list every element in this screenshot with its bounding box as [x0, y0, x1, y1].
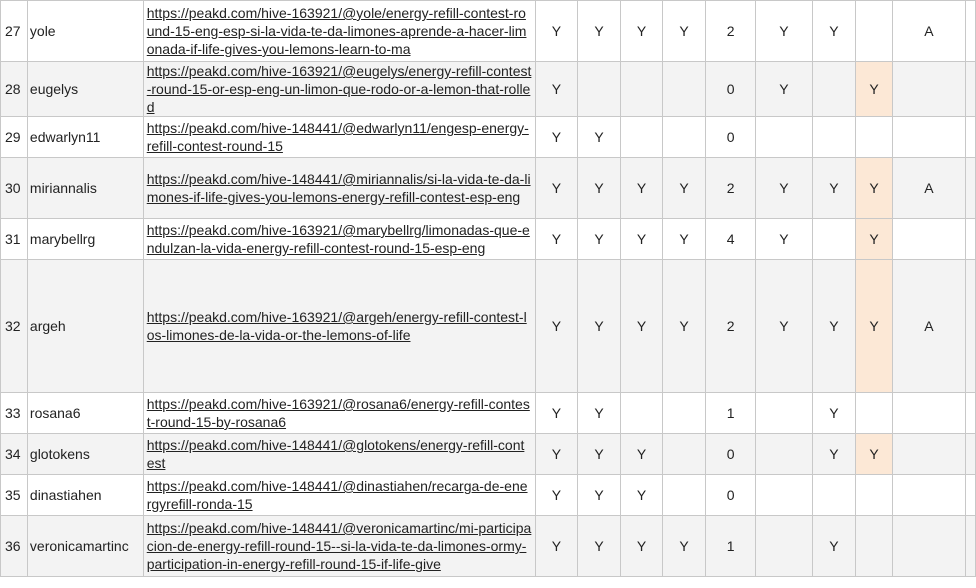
extra-cell[interactable]: [965, 158, 975, 219]
criteria-cell-7[interactable]: Y: [812, 1, 856, 62]
table-row: [1, 62, 976, 117]
criteria-cell-6[interactable]: [756, 434, 812, 475]
criteria-cell-1[interactable]: Y: [535, 158, 578, 219]
criteria-cell-8[interactable]: [856, 1, 893, 62]
criteria-cell-1[interactable]: Y: [535, 393, 578, 434]
extra-cell[interactable]: [965, 219, 975, 260]
username-cell[interactable]: edwarlyn11: [27, 117, 143, 158]
username-cell[interactable]: miriannalis: [27, 158, 143, 219]
criteria-cell-1[interactable]: Y: [535, 434, 578, 475]
link-cell[interactable]: [143, 434, 535, 475]
criteria-cell-9[interactable]: [892, 393, 965, 434]
row-number-cell: 32: [1, 260, 28, 393]
criteria-cell-1[interactable]: Y: [535, 1, 578, 62]
criteria-cell-4[interactable]: Y: [663, 158, 706, 219]
link-cell[interactable]: [143, 516, 535, 577]
post-link[interactable]: https://peakd.com/hive-163921/@argeh/energy-refill-contest-los-limones-de-la-vida-or-the-lemons-of-life: [146, 309, 527, 343]
criteria-cell-7[interactable]: Y: [812, 516, 856, 577]
extra-cell[interactable]: [965, 434, 975, 475]
criteria-cell-4[interactable]: [663, 434, 706, 475]
criteria-cell-1[interactable]: Y: [535, 260, 578, 393]
username-cell[interactable]: eugelys: [27, 62, 143, 117]
criteria-cell-9[interactable]: A: [892, 260, 965, 393]
table-row: [1, 158, 976, 219]
extra-cell[interactable]: [965, 1, 975, 62]
criteria-cell-1[interactable]: Y: [535, 62, 578, 117]
criteria-cell-3[interactable]: [620, 393, 663, 434]
criteria-cell-5[interactable]: 0: [705, 62, 755, 117]
criteria-cell-5[interactable]: 0: [705, 475, 755, 516]
criteria-cell-8[interactable]: Y: [856, 219, 893, 260]
link-cell[interactable]: [143, 158, 535, 219]
criteria-cell-4[interactable]: Y: [663, 260, 706, 393]
link-cell[interactable]: [143, 1, 535, 62]
table-row: [1, 393, 976, 434]
criteria-cell-2[interactable]: Y: [578, 158, 621, 219]
criteria-cell-3[interactable]: Y: [620, 158, 663, 219]
link-cell[interactable]: [143, 62, 535, 117]
criteria-cell-7[interactable]: Y: [812, 393, 856, 434]
criteria-cell-5[interactable]: 2: [705, 1, 755, 62]
criteria-cell-6[interactable]: [756, 475, 812, 516]
row-number-cell: 29: [1, 117, 28, 158]
post-link[interactable]: https://peakd.com/hive-148441/@glotokens/energy-refill-contest: [146, 437, 525, 471]
link-cell[interactable]: [143, 260, 535, 393]
table-row: [1, 1, 976, 62]
post-link[interactable]: https://peakd.com/hive-148441/@edwarlyn11/engesp-energy-refill-contest-round-15: [146, 120, 529, 154]
criteria-cell-9[interactable]: [892, 434, 965, 475]
criteria-cell-9[interactable]: [892, 117, 965, 158]
criteria-cell-2[interactable]: Y: [578, 117, 621, 158]
criteria-cell-6[interactable]: Y: [756, 158, 812, 219]
criteria-cell-1[interactable]: Y: [535, 516, 578, 577]
criteria-cell-8[interactable]: [856, 475, 893, 516]
username-cell[interactable]: marybellrg: [27, 219, 143, 260]
link-cell[interactable]: [143, 117, 535, 158]
extra-cell[interactable]: [965, 516, 975, 577]
table-row: [1, 516, 976, 577]
criteria-cell-5[interactable]: 2: [705, 158, 755, 219]
post-link[interactable]: https://peakd.com/hive-148441/@miriannalis/si-la-vida-te-da-limones-if-life-gives-you-lemons-energy-refill-contest-esp-eng: [146, 171, 531, 205]
criteria-cell-2[interactable]: Y: [578, 516, 621, 577]
criteria-cell-9[interactable]: [892, 62, 965, 117]
username-cell[interactable]: dinastiahen: [27, 475, 143, 516]
table-row: [1, 475, 976, 516]
table-row: [1, 434, 976, 475]
criteria-cell-6[interactable]: Y: [756, 219, 812, 260]
link-cell[interactable]: [143, 475, 535, 516]
post-link[interactable]: https://peakd.com/hive-148441/@veronicamartinc/mi-participacion-de-energy-refill-round-15--si-la-vida-te-da-limones-ormy-participation-in-energy-refill-round-15-if-life-give: [146, 520, 532, 572]
criteria-cell-6[interactable]: Y: [756, 260, 812, 393]
criteria-cell-3[interactable]: [620, 62, 663, 117]
criteria-cell-1[interactable]: Y: [535, 219, 578, 260]
criteria-cell-6[interactable]: [756, 393, 812, 434]
criteria-cell-5[interactable]: 0: [705, 434, 755, 475]
criteria-cell-5[interactable]: 4: [705, 219, 755, 260]
post-link[interactable]: https://peakd.com/hive-163921/@yole/energy-refill-contest-round-15-eng-esp-si-la-vida-te-da-limones-aprende-a-hacer-limonada-if-life-gives-you-lemons-learn-to-ma: [146, 5, 527, 57]
criteria-cell-6[interactable]: [756, 117, 812, 158]
criteria-cell-9[interactable]: [892, 475, 965, 516]
criteria-cell-4[interactable]: [663, 475, 706, 516]
extra-cell[interactable]: [965, 475, 975, 516]
table-row: [1, 117, 976, 158]
criteria-cell-3[interactable]: Y: [620, 475, 663, 516]
row-number-cell: 33: [1, 393, 28, 434]
criteria-cell-8[interactable]: [856, 516, 893, 577]
criteria-cell-7[interactable]: [812, 62, 856, 117]
table-row: [1, 219, 976, 260]
criteria-cell-6[interactable]: [756, 516, 812, 577]
username-cell[interactable]: rosana6: [27, 393, 143, 434]
criteria-cell-6[interactable]: Y: [756, 1, 812, 62]
criteria-cell-7[interactable]: [812, 475, 856, 516]
criteria-cell-2[interactable]: Y: [578, 434, 621, 475]
criteria-cell-3[interactable]: Y: [620, 1, 663, 62]
criteria-cell-1[interactable]: Y: [535, 117, 578, 158]
criteria-cell-4[interactable]: [663, 393, 706, 434]
criteria-cell-7[interactable]: Y: [812, 434, 856, 475]
criteria-cell-5[interactable]: 1: [705, 516, 755, 577]
row-number-cell: 31: [1, 219, 28, 260]
criteria-cell-2[interactable]: Y: [578, 393, 621, 434]
criteria-cell-7[interactable]: [812, 219, 856, 260]
extra-cell[interactable]: [965, 260, 975, 393]
criteria-cell-5[interactable]: 1: [705, 393, 755, 434]
row-number-cell: 34: [1, 434, 28, 475]
row-number-cell: 27: [1, 1, 28, 62]
extra-cell[interactable]: [965, 62, 975, 117]
extra-cell[interactable]: [965, 117, 975, 158]
criteria-cell-4[interactable]: [663, 117, 706, 158]
row-number-cell: 28: [1, 62, 28, 117]
criteria-cell-4[interactable]: Y: [663, 219, 706, 260]
criteria-cell-7[interactable]: Y: [812, 158, 856, 219]
criteria-cell-5[interactable]: 0: [705, 117, 755, 158]
link-cell[interactable]: [143, 393, 535, 434]
row-number-cell: 30: [1, 158, 28, 219]
criteria-cell-3[interactable]: [620, 117, 663, 158]
criteria-cell-3[interactable]: Y: [620, 516, 663, 577]
post-link[interactable]: https://peakd.com/hive-163921/@rosana6/energy-refill-contest-round-15-by-rosana6: [146, 396, 530, 430]
username-cell[interactable]: yole: [27, 1, 143, 62]
criteria-cell-9[interactable]: [892, 516, 965, 577]
username-cell[interactable]: glotokens: [27, 434, 143, 475]
criteria-cell-4[interactable]: Y: [663, 1, 706, 62]
criteria-cell-8[interactable]: Y: [856, 158, 893, 219]
criteria-cell-4[interactable]: Y: [663, 516, 706, 577]
criteria-cell-2[interactable]: Y: [578, 219, 621, 260]
criteria-cell-8[interactable]: [856, 117, 893, 158]
row-number-cell: 36: [1, 516, 28, 577]
post-link[interactable]: https://peakd.com/hive-148441/@dinastiahen/recarga-de-energyrefill-ronda-15: [146, 478, 528, 512]
criteria-cell-6[interactable]: Y: [756, 62, 812, 117]
criteria-cell-1[interactable]: Y: [535, 475, 578, 516]
link-cell[interactable]: [143, 219, 535, 260]
criteria-cell-9[interactable]: [892, 219, 965, 260]
post-link[interactable]: https://peakd.com/hive-163921/@marybellrg/limonadas-que-endulzan-la-vida-energy-refill-contest-round-15-esp-eng: [146, 222, 530, 256]
criteria-cell-7[interactable]: Y: [812, 260, 856, 393]
criteria-cell-3[interactable]: Y: [620, 219, 663, 260]
table-row: [1, 260, 976, 393]
criteria-cell-2[interactable]: [578, 62, 621, 117]
criteria-cell-3[interactable]: Y: [620, 260, 663, 393]
username-cell[interactable]: argeh: [27, 260, 143, 393]
criteria-cell-8[interactable]: Y: [856, 62, 893, 117]
row-number-cell: 35: [1, 475, 28, 516]
criteria-cell-9[interactable]: A: [892, 1, 965, 62]
post-link[interactable]: https://peakd.com/hive-163921/@eugelys/energy-refill-contest-round-15-or-esp-eng-un-limon-que-rodo-or-a-lemon-that-rolled: [146, 63, 532, 115]
criteria-cell-9[interactable]: A: [892, 158, 965, 219]
criteria-cell-8[interactable]: Y: [856, 434, 893, 475]
criteria-cell-2[interactable]: Y: [578, 1, 621, 62]
extra-cell[interactable]: [965, 393, 975, 434]
criteria-cell-7[interactable]: [812, 117, 856, 158]
criteria-cell-8[interactable]: Y: [856, 260, 893, 393]
criteria-cell-2[interactable]: Y: [578, 260, 621, 393]
criteria-cell-3[interactable]: Y: [620, 434, 663, 475]
criteria-cell-4[interactable]: [663, 62, 706, 117]
criteria-cell-8[interactable]: [856, 393, 893, 434]
criteria-cell-2[interactable]: Y: [578, 475, 621, 516]
criteria-cell-5[interactable]: 2: [705, 260, 755, 393]
username-cell[interactable]: veronicamartinc: [27, 516, 143, 577]
